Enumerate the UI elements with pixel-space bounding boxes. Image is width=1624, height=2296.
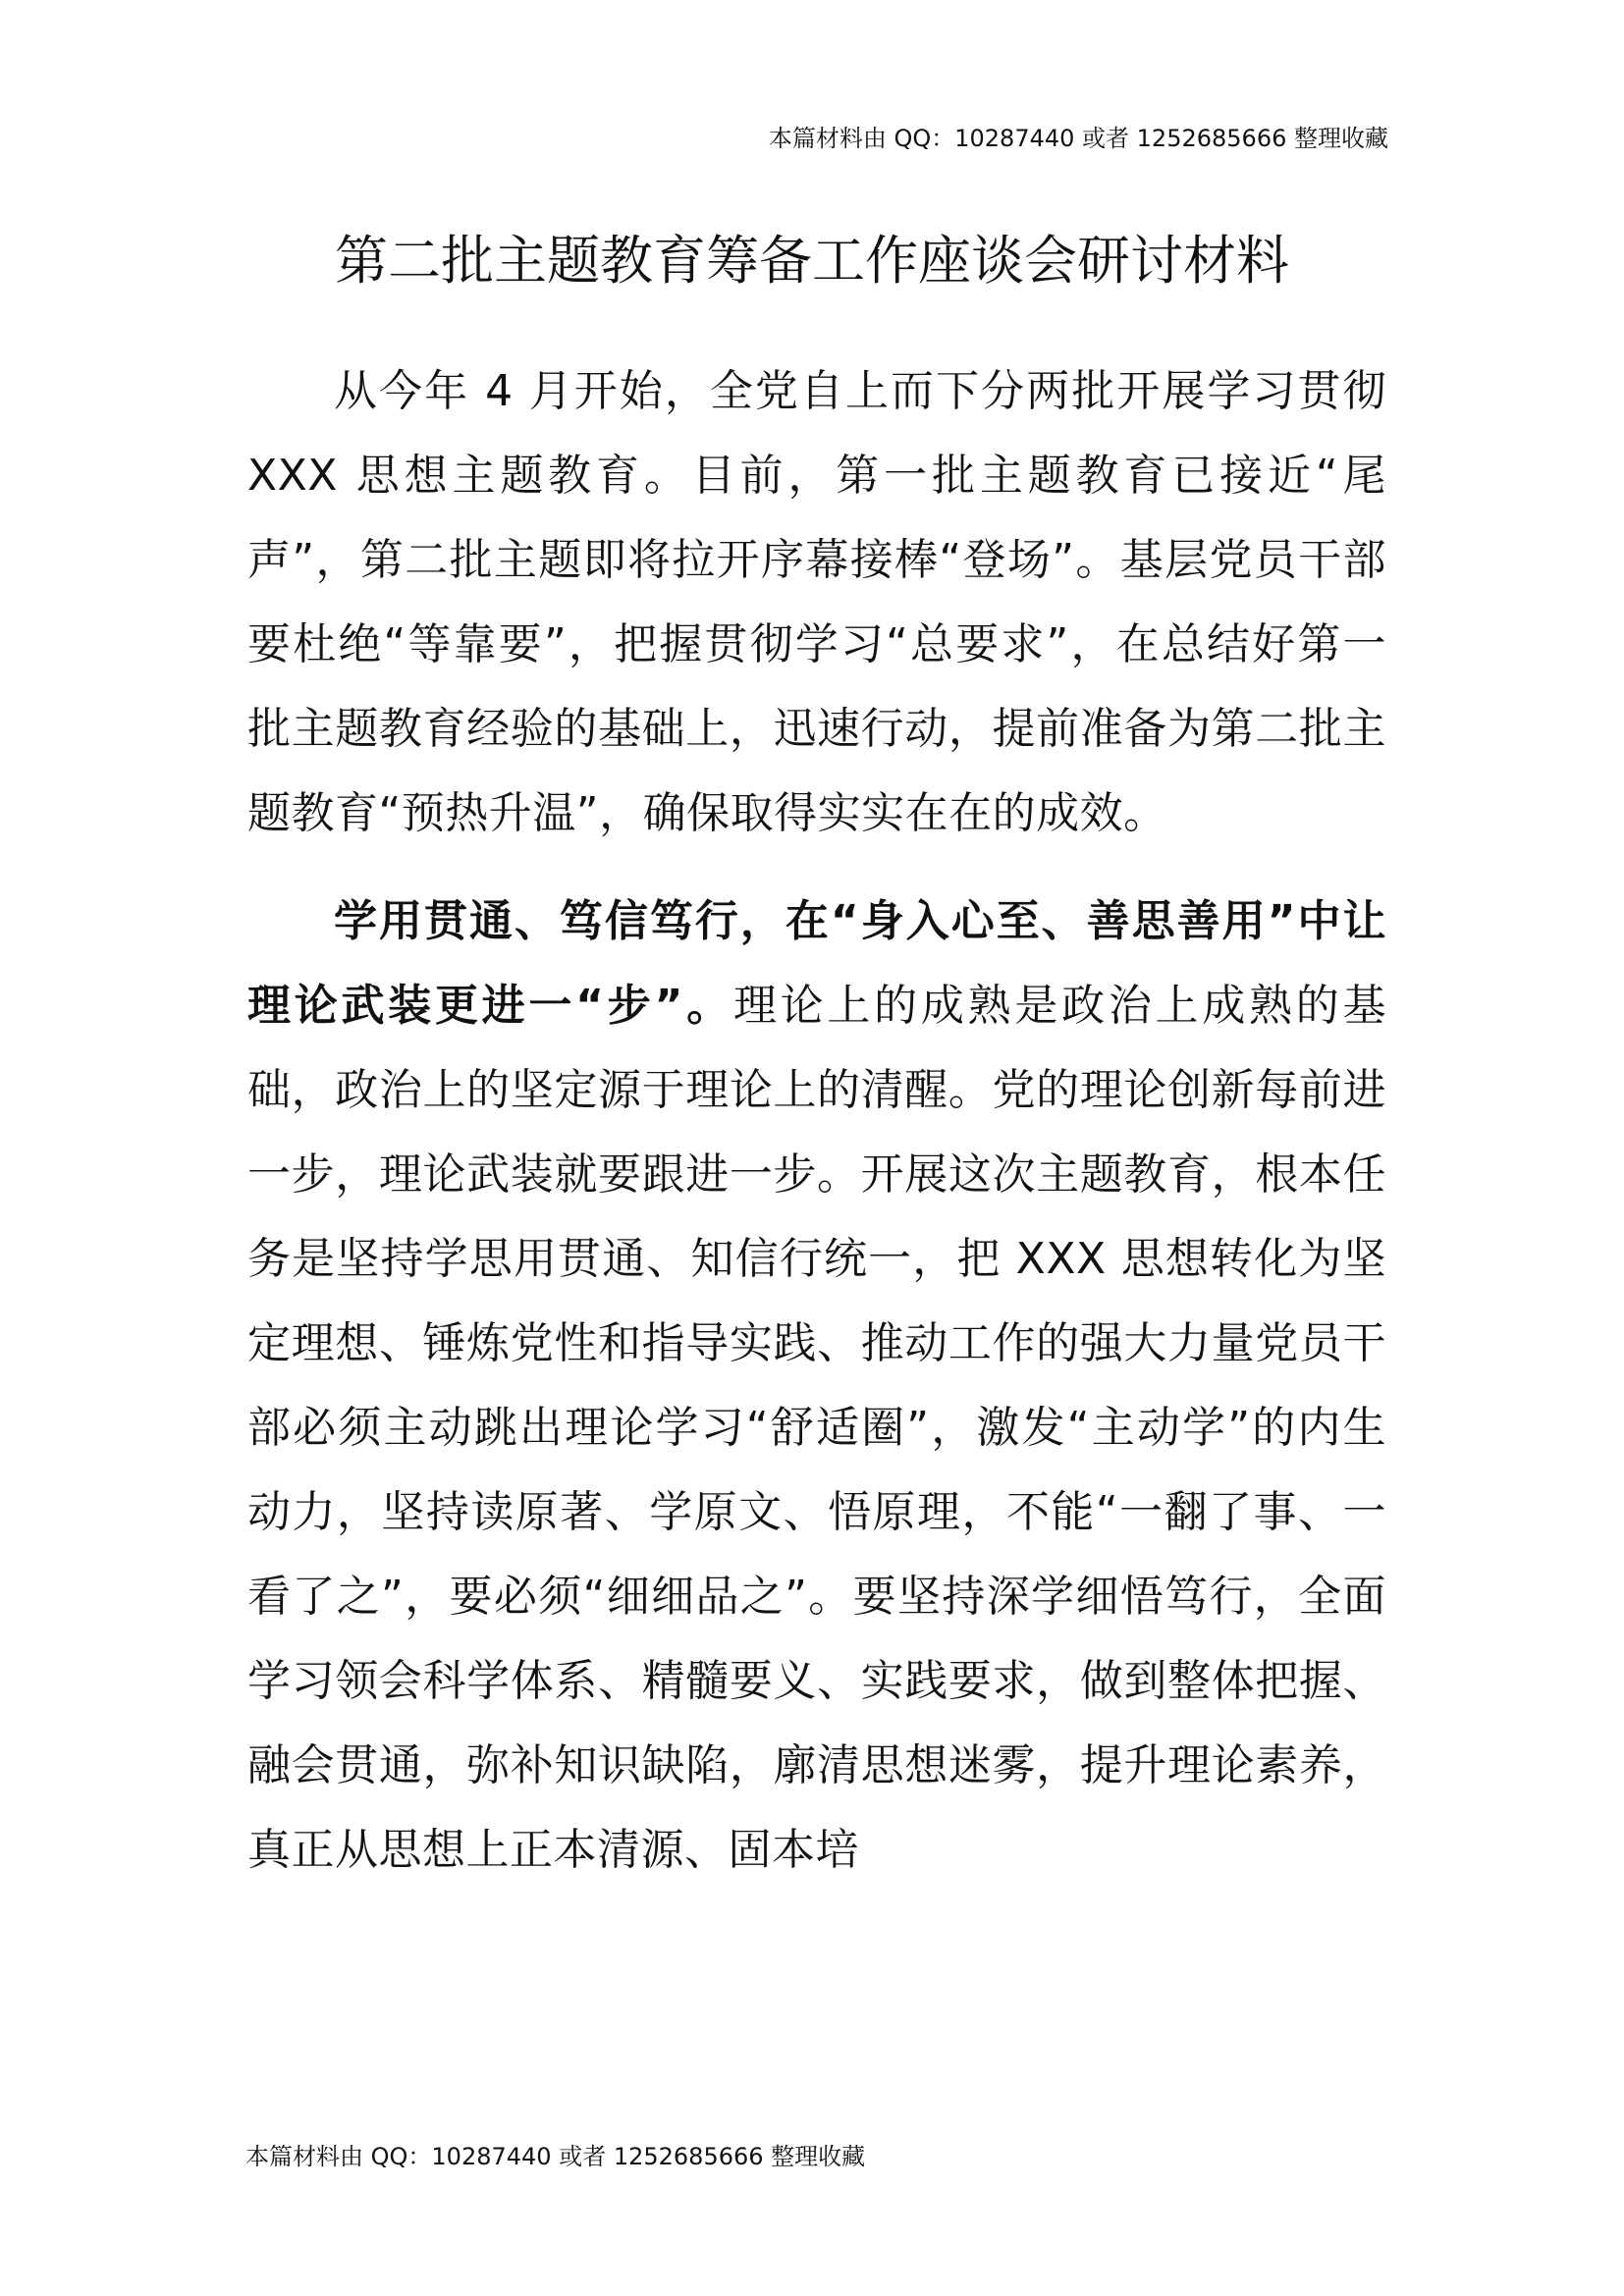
header-note: 本篇材料由 QQ：10287440 或者 1252685666 整理收藏: [768, 125, 1388, 152]
paragraph-theory-lead: 学用贯通、笃信笃行，在“身入心至、善思善用”中让理论武装更进一“步”。: [247, 896, 1386, 1031]
paragraph-theory: [247, 880, 1386, 1893]
paragraph-intro-text: 从今年 4 月开始，全党自上而下分两批开展学习贯彻 XXX 思想主题教育。目前，第一批主题教育已接近“尾声”，第二批主题即将拉开序幕接棒“登场”。基层党员干部要杜绝“等靠要”，把握贯彻学习“总要求”，在总结好第一批主题教育经验的基础上，迅速行动，提前准备为第二批主题教育“预热升温”，确保取得实实在在的成效。: [247, 366, 1386, 838]
paragraph-theory-text: 理论上的成熟是政治上成熟的基础，政治上的坚定源于理论上的清醒。党的理论创新每前进一步，理论武装就要跟进一步。开展这次主题教育，根本任务是坚持学思用贯通、知信行统一，把 XXX 思想转化为坚定理想、锤炼党性和指导实践、推动工作的强大力量党员干部必须主动跳出理论学习“舒适圈”，激发“主动学”的内生动力，坚持读原著、学原文、悟原理，不能“一翻了事、一看了之”，要必须“细细品之”。要坚持深学细悟笃行，全面学习领会科学体系、精髓要义、实践要求，做到整体把握、融会贯通，弥补知识缺陷，廓清思想迷雾，提升理论素养，真正从思想上正本清源、固本培: [247, 981, 1387, 1875]
document-body: [247, 349, 1386, 1893]
footer-note: 本篇材料由 QQ：10287440 或者 1252685666 整理收藏: [245, 2143, 866, 2170]
document-title: 第二批主题教育筹备工作座谈会研讨材料: [335, 230, 1289, 292]
paragraph-intro: [247, 349, 1386, 856]
